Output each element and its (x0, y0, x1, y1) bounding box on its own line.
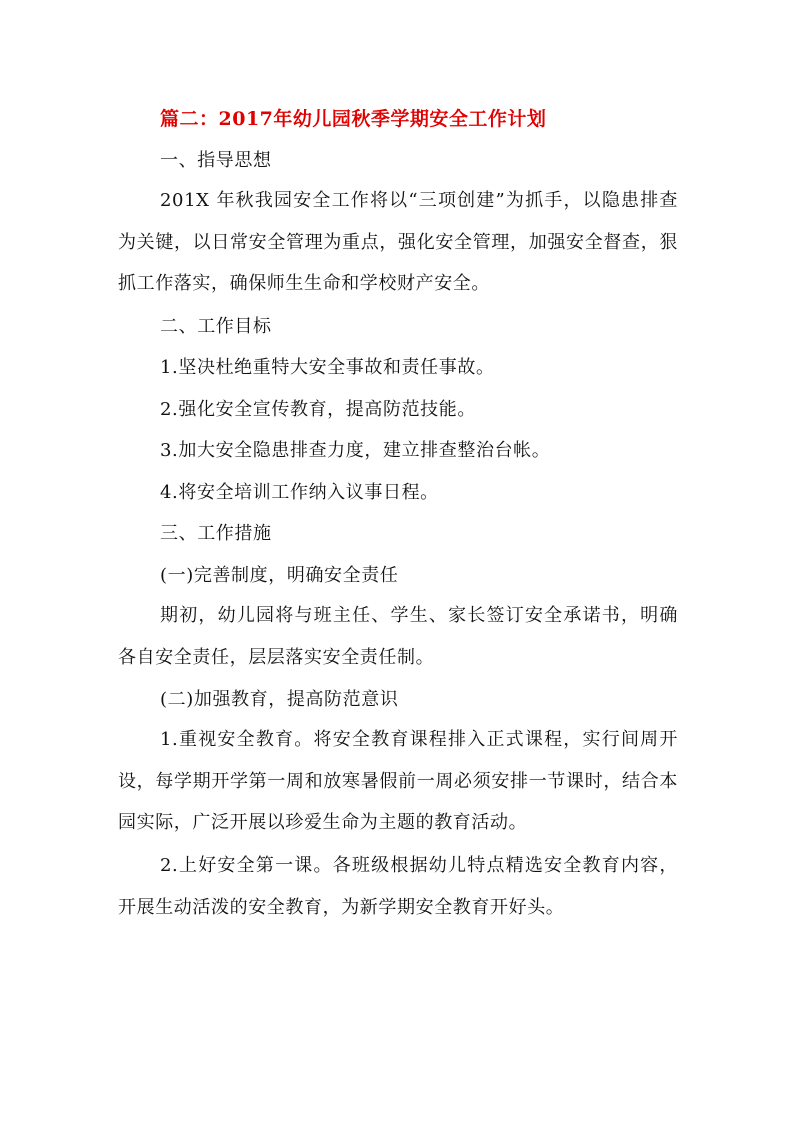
guiding-ideology-paragraph: 201X 年秋我园安全工作将以“三项创建”为抓手，以隐患排查为关键，以日常安全管理为重点，强化安全管理，加强安全督查，狠抓工作落实，确保师生生命和学校财产安全。 (118, 190, 678, 294)
measure-heading-2: (二)加强教育，提高防范意识 (160, 689, 399, 710)
section-heading-work-measures: 三、工作措施 (160, 523, 272, 544)
goal-item-4: 4.将安全培训工作纳入议事日程。 (160, 482, 439, 503)
measure-2-item-1-paragraph: 1.重视安全教育。将安全教育课程排入正式课程，实行间周开设，每学期开学第一周和放寒暑假前一周必须安排一节课时，结合本园实际，广泛开展以珍爱生命为主题的教育活动。 (118, 729, 678, 833)
goal-item-3: 3.加大安全隐患排查力度，建立排查整治台帐。 (160, 440, 551, 461)
section-heading-work-goals: 二、工作目标 (160, 316, 272, 337)
section-heading-guiding-ideology: 一、指导思想 (160, 150, 272, 171)
goal-item-2: 2.强化安全宣传教育，提高防范技能。 (160, 399, 476, 420)
measure-heading-1: (一)完善制度，明确安全责任 (160, 565, 399, 586)
measure-2-item-2-paragraph: 2.上好安全第一课。各班级根据幼儿特点精选安全教育内容，开展生动活泼的安全教育，为新学期安全教育开好头。 (118, 855, 678, 918)
document-title: 篇二：2017年幼儿园秋季学期安全工作计划 (160, 108, 547, 130)
measure-1-paragraph: 期初，幼儿园将与班主任、学生、家长签订安全承诺书，明确各自安全责任，层层落实安全责任制。 (118, 605, 678, 668)
goal-item-1: 1.坚决杜绝重特大安全事故和责任事故。 (160, 357, 495, 378)
